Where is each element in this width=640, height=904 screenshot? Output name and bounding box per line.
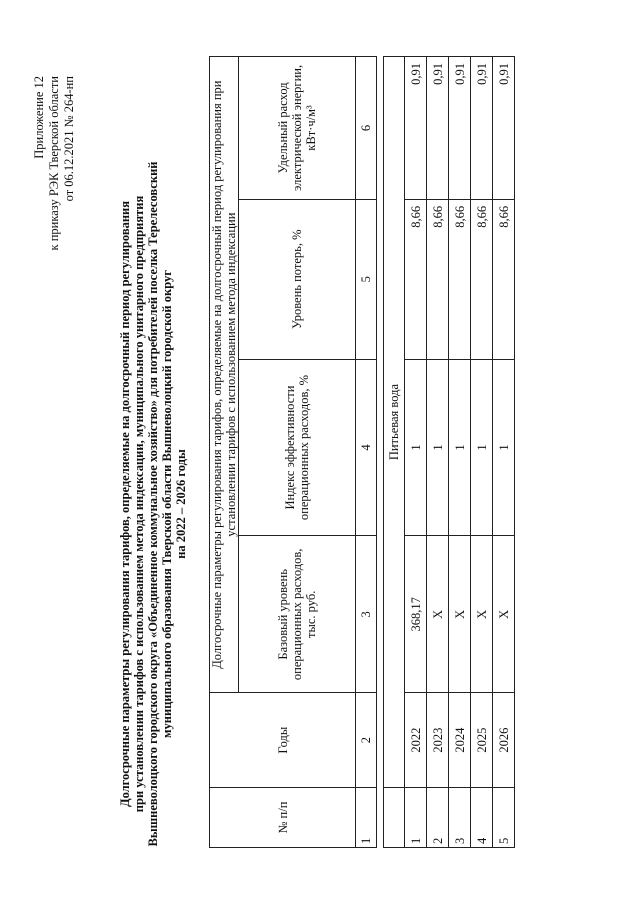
cell-num: 3 xyxy=(449,788,471,848)
cell-index: 1 xyxy=(427,359,449,536)
colnum-4: 4 xyxy=(356,359,377,536)
cell-energy: 0,91 xyxy=(449,57,471,200)
colnum-6: 6 xyxy=(356,57,377,200)
cell-index: 1 xyxy=(405,359,427,536)
cell-index: 1 xyxy=(449,359,471,536)
separator-row xyxy=(377,57,384,848)
appendix-line1: Приложение 12 xyxy=(32,76,46,159)
title-line1: Долгосрочные параметры регулирования тарифов, определяемые на долгосрочный период регулирования xyxy=(118,201,132,808)
parameters-table xyxy=(209,56,515,848)
header-energy: Удельный расход электрической энергии, кВт·ч/м³ xyxy=(239,57,356,200)
column-number-row xyxy=(356,57,377,848)
table-row xyxy=(471,57,493,848)
section-row xyxy=(384,57,405,848)
appendix-block xyxy=(32,76,77,250)
cell-num: 5 xyxy=(493,788,515,848)
document-title xyxy=(118,134,188,874)
colnum-1: 1 xyxy=(356,788,377,848)
cell-num: 1 xyxy=(405,788,427,848)
cell-energy: 0,91 xyxy=(493,57,515,200)
cell-base: X xyxy=(471,536,493,693)
cell-year: 2022 xyxy=(405,693,427,788)
table-row xyxy=(427,57,449,848)
colnum-2: 2 xyxy=(356,693,377,788)
table-row xyxy=(405,57,427,848)
cell-year: 2026 xyxy=(493,693,515,788)
cell-loss: 8,66 xyxy=(405,199,427,359)
header-loss: Уровень потерь, % xyxy=(239,199,356,359)
appendix-line3: от 06.12.2021 № 264-нп xyxy=(62,76,76,202)
colnum-5: 5 xyxy=(356,199,377,359)
title-line2: при установлении тарифов с использованием метода индексации, муниципального унитарного предприятия xyxy=(132,195,146,813)
title-line3: Вышневолоцкого городского округа «Объединенное коммунальное хозяйство» для потребителей поселка Терелесовский xyxy=(146,161,160,847)
cell-loss: 8,66 xyxy=(471,199,493,359)
header-row-1 xyxy=(210,57,239,848)
cell-year: 2023 xyxy=(427,693,449,788)
section-title: Питьевая вода xyxy=(384,57,405,788)
table-row xyxy=(449,57,471,848)
cell-loss: 8,66 xyxy=(427,199,449,359)
cell-base: X xyxy=(493,536,515,693)
cell-base: X xyxy=(449,536,471,693)
cell-index: 1 xyxy=(493,359,515,536)
header-num: № п/п xyxy=(210,788,356,848)
header-base: Базовый уровень операционных расходов, тыс. руб. xyxy=(239,536,356,693)
cell-num: 2 xyxy=(427,788,449,848)
title-line5: на 2022 – 2026 годы xyxy=(174,449,188,559)
cell-num: 4 xyxy=(471,788,493,848)
cell-year: 2025 xyxy=(471,693,493,788)
table-row xyxy=(493,57,515,848)
title-line4: муниципального образования Тверской области Вышневолоцкий городской округ xyxy=(160,270,174,738)
header-index: Индекс эффективности операционных расходов, % xyxy=(239,359,356,536)
cell-year: 2024 xyxy=(449,693,471,788)
header-years: Годы xyxy=(210,693,356,788)
cell-base: X xyxy=(427,536,449,693)
header-group: Долгосрочные параметры регулирования тарифов, определяемые на долгосрочный период регулирования при установлении тарифов с использованием метода индексации xyxy=(210,57,239,693)
cell-index: 1 xyxy=(471,359,493,536)
cell-loss: 8,66 xyxy=(449,199,471,359)
appendix-line2: к приказу РЭК Тверской области xyxy=(47,76,61,251)
cell-loss: 8,66 xyxy=(493,199,515,359)
cell-energy: 0,91 xyxy=(471,57,493,200)
colnum-3: 3 xyxy=(356,536,377,693)
cell-base: 368,17 xyxy=(405,536,427,693)
cell-energy: 0,91 xyxy=(405,57,427,200)
cell-energy: 0,91 xyxy=(427,57,449,200)
